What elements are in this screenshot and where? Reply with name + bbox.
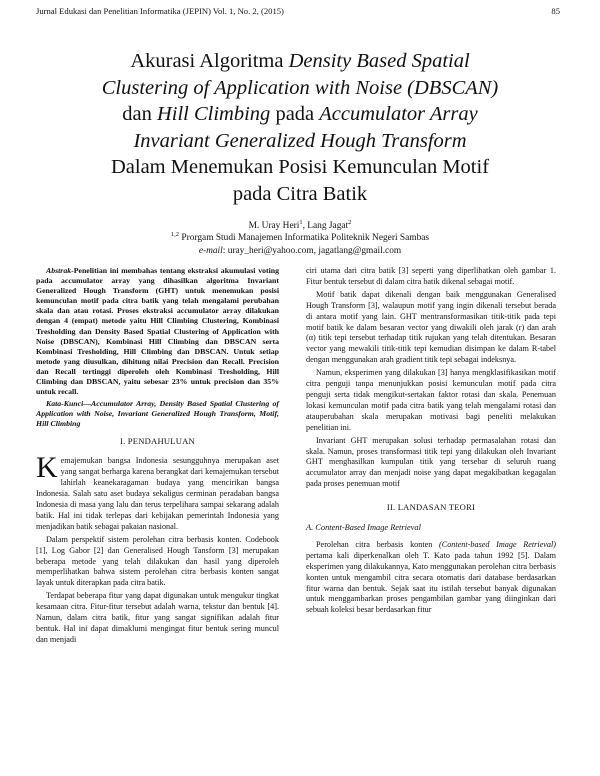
abstract: Abstrak-Penelitian ini membahas tentang ekstraksi akumulasi voting pada accumulator array yang dihasilkan algoritma Invariant Generalized Hough Transform (GHT) untuk menemukan posisi kemunculan motif pada citra batik yang telah mengalami perubahan skala dan atau rotasi. Proses ekstraksi accumulator array dilakukan dengan 4 (empat) metode yaitu Hill Climbing Clustering, Kombinasi Tresholding dan Density Based Spatial Clustering of Application with Noise (DBSCAN), Kombinasi Hill Climbing dan DBSCAN serta Kombinasi Tresholding, Hill Climbing dan DBSCAN. Untuk setiap metode yang diusulkan, dihitung nilai Precision dan Recall. Precision dan Recall tertinggi diperoleh oleh Kombinasi Tresholding, Hill Climbing dan DBSCAN, yaitu sebesar 23% untuk precision dan 35% untuk recall.	[36, 266, 279, 397]
journal-name: Jurnal Edukasi dan Penelitian Informatika (JEPIN) Vol. 1, No. 2, (2015)	[36, 6, 284, 16]
title-line-1: Akurasi Algoritma Density Based Spatial	[130, 50, 470, 72]
section-heading-theory: II. LANDASAN TEORI	[386, 502, 476, 513]
page-number: 85	[551, 6, 560, 16]
title-line-5: Dalam Menemukan Posisi Kemunculan Motif	[110, 156, 490, 178]
intro-paragraph-7: Invariant GHT merupakan solusi terhadap permasalahan rotasi dan skala. Namun, proses transformasi titik tepi yang dilakukan oleh Invariant GHT menghasilkan kumpulan titik yang tersebar di seluruh ruang accumulator array dan menjadi noise yang dapat megakibatkan kegagalan pada proses penemuan motif	[306, 435, 556, 489]
left-column	[36, 266, 279, 648]
theory-paragraph-1: Perolehan citra berbasis konten (Content-based Image Retrieval) pertama kali diperkenalkan oleh T. Kato pada tahun 1992 [5]. Dalam eksperimen yang dilakukannya, Kato menggunakan perolehan citra berbasis konten untuk mengambil citra secara otomatis dari database berdasarkan fitur warna dan bentuk. Sejak saat itu istilah tersebut banyak digunakan untuk menggambarkan proses pengambilan gambar yang diinginkan dari sebuah koleksi besar berdasarkan fitur	[306, 539, 556, 615]
intro-paragraph-4: ciri utama dari citra batik [3] seperti yang diperlihatkan oleh gambar 1. Fitur bentuk tersebut di dalam citra batik dikenal sebagai motif.	[306, 266, 556, 286]
paper-title	[40, 48, 560, 207]
subsection-heading-cbir: A. Content-Based Image Retrieval	[306, 523, 421, 533]
right-column	[306, 266, 556, 618]
running-header	[36, 6, 560, 20]
intro-paragraph-3: Terdapat beberapa fitur yang dapat digunakan untuk mengukur tingkat kesamaan citra. Fitur-fitur tersebut adalah warna, tekstur dan bentuk [4]. Namun, dalam citra batik, fitur yang sangat signifikan adalah fitur bentuk. Hal ini dapat dimaklumi mengingat fitur bentuk sering muncul dan menjadi	[36, 591, 279, 644]
affiliation: $^{1,2}$ Prorgam Studi Manajemen Informatika Politeknik Negeri Sambas	[170, 231, 430, 244]
author-block	[40, 220, 560, 257]
author-names: M. Uray Heri$^1$, Lang Jagat$^2$	[248, 218, 352, 231]
section-heading-introduction: I. PENDAHULUAN	[120, 435, 195, 446]
drop-cap: K	[36, 451, 58, 485]
intro-paragraph-5: Motif batik dapat dikenali dengan baik menggunakan Generalised Hough Transform [3], walaupun motif yang ingin dikenali tersebut berada di antara motif yang lain. GHT mentransformasikan titik-titik pada tepi motif batik ke dalam besaran vector yang diwakili oleh jarak (r) dan arah (α) titik tepi tersebut terhadap titik rujukan yang telah ditentukan. Besaran vector yang mewakili titik-titik tepi kemudian disimpan ke dalam R-tabel dengan menggunakan arah gradient titik tepi sebagai indeksnya.	[306, 289, 556, 365]
intro-paragraph-2: Dalam perspektif sistem perolehan citra berbasis konten. Codebook [1], Log Gabor [2] dan Generalised Hough Tansform [3] merupakan beberapa metode yang telah dilakukan dan hasil yang diperoleh memperlihatkan bahwa sistem perolehan citra berbasis konten sangat layak untuk diterapkan pada citra batik.	[36, 534, 279, 588]
title-line-6: pada Citra Batik	[232, 182, 368, 205]
title-line-4: Invariant Generalized Hough Transform	[133, 129, 467, 152]
intro-paragraph-6: Namun, eksperimen yang dilakukan [3] hanya mengklasifikasikan motif citra penguji tanpa menunjukkan posisi kemunculan motif pada citra penguji serta tidak mengikut-sertakan faktor rotasi dan skala. Penemuan lokasi kemunculan motif pada citra batik yang telah mengalami rotasi dan atauperubahan skala merupakan motivasi bagi peneliti melakukan penelitian ini.	[306, 368, 556, 432]
email-line: e-mail: uray_heri@yahoo.com, jagatlang@gmail.com	[198, 245, 402, 256]
keywords: Kata-Kunci—Accumulator Array, Density Based Spatial Clustering of Application with Noise, Invariant Generalized Hough Transform, Motif, Hill Climbing	[36, 399, 279, 429]
title-line-3: dan Hill Climbing pada Accumulator Array	[122, 103, 478, 125]
title-line-2: Clustering of Application with Noise (DBSCAN)	[101, 76, 499, 99]
intro-paragraph-1: Kemajemukan bangsa Indonesia sesungguhnya merupakan aset yang sangat berharga karena berangkat dari kemajemukan tersebut lahirlah keanekaragaman budaya yang mencirikan bangsa Indonesia. Salah satu aset budaya sekaligus cerminan peradaban bangsa Indonesia di masa yang lalu dan terus terpelihara sampai sekarang adalah batik. Hal ini tidak terlepas dari kebijakan pemerintah Indonesia yang menjadikan batik sebagai pakaian nasional.	[36, 451, 279, 531]
